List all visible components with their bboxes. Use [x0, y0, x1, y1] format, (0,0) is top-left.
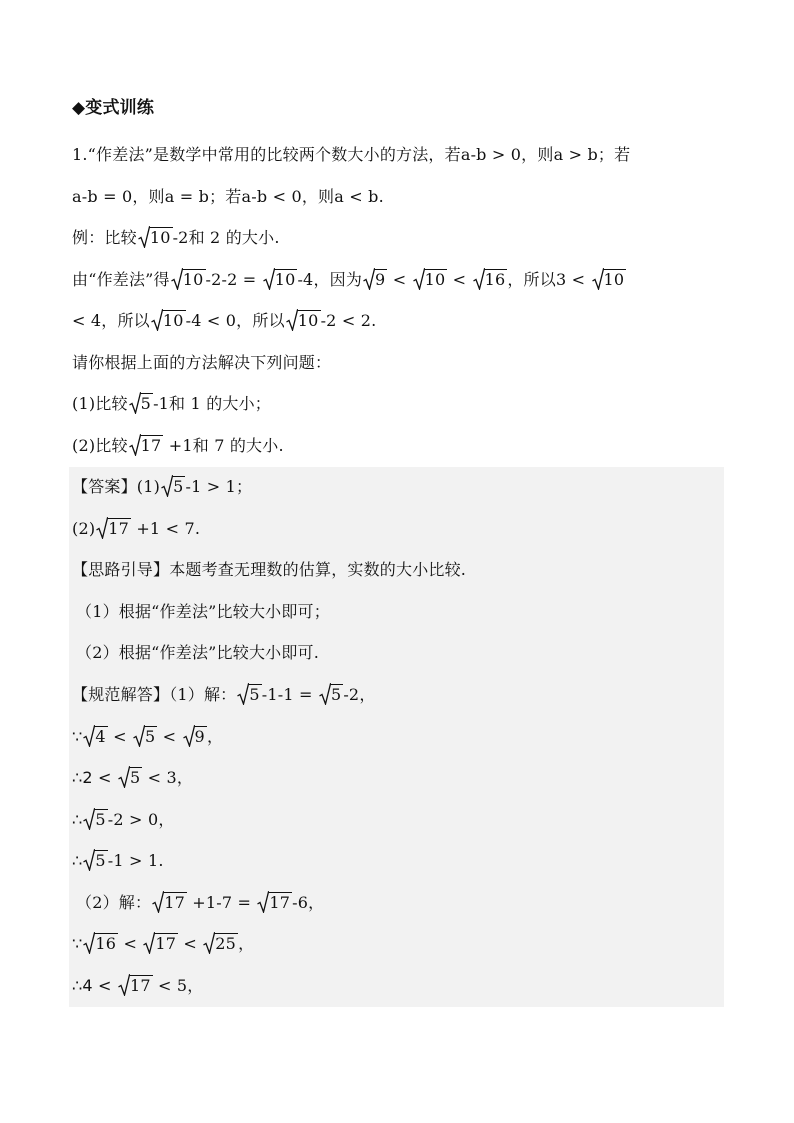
- sqrt-5: [319, 674, 343, 715]
- text-run: ，所以3 <: [507, 270, 591, 289]
- text-run: ，: [206, 727, 224, 746]
- radical-sign-icon: [83, 725, 95, 747]
- text-run: -1和 1 的大小；: [153, 394, 272, 413]
- radical-sign-icon: [83, 932, 95, 954]
- sqrt-9: [183, 716, 207, 757]
- radical-sign-icon: [363, 268, 375, 290]
- text-run: ∵: [72, 727, 83, 746]
- text-run: -2 > 0，: [107, 810, 175, 829]
- radicand: 10: [274, 270, 296, 289]
- text-run: -1 > 1.: [107, 851, 164, 870]
- radicand: 5: [95, 810, 106, 829]
- text-run: ∴: [72, 810, 83, 829]
- radicand: 10: [182, 270, 204, 289]
- problem-line-4: [72, 259, 724, 300]
- answer-line-3: [72, 549, 724, 590]
- text-run: (2)比较: [72, 436, 128, 455]
- radical-sign-icon: [171, 268, 183, 290]
- answer-line-12: [72, 923, 724, 964]
- radicand: 5: [140, 394, 152, 413]
- problem-line-6: [72, 342, 724, 383]
- sqrt-17: [257, 882, 292, 923]
- radical-sign-icon: [138, 226, 150, 248]
- radicand: 17: [155, 934, 177, 953]
- radicand: 5: [95, 851, 106, 870]
- sqrt-17: [118, 965, 153, 1006]
- radical-sign-icon: [237, 683, 249, 705]
- text-run: < 5，: [152, 976, 204, 995]
- radicand: 16: [484, 270, 506, 289]
- radicand: 9: [375, 270, 386, 289]
- text-run: 【答案】(1): [72, 477, 161, 496]
- radical-sign-icon: [413, 268, 425, 290]
- answer-line-8: [72, 757, 724, 798]
- radicand: 10: [149, 228, 171, 247]
- text-run: +1-7 =: [186, 893, 257, 912]
- radical-sign-icon: [152, 891, 164, 913]
- radicand: 17: [129, 976, 151, 995]
- answer-line-11: [76, 882, 728, 923]
- text-run: <: [118, 934, 143, 953]
- answer-line-7: [72, 716, 724, 757]
- radical-sign-icon: [83, 849, 95, 871]
- text-run: 1.“作差法”是数学中常用的比较两个数大小的方法，若a-b > 0，则a > b；若: [72, 145, 631, 164]
- text-run: ∴2 <: [72, 768, 117, 787]
- radical-sign-icon: [473, 268, 485, 290]
- radical-sign-icon: [118, 766, 130, 788]
- sqrt-10: [286, 300, 321, 341]
- sqrt-5: [161, 466, 185, 507]
- answer-line-1: [72, 466, 724, 507]
- sqrt-4: [83, 716, 107, 757]
- radical-sign-icon: [151, 309, 163, 331]
- radicand: 5: [129, 768, 141, 787]
- text-run: -2 < 2.: [320, 311, 377, 330]
- text-run: -1-1 =: [261, 685, 318, 704]
- radicand: 17: [140, 436, 162, 455]
- text-run: -2和 2 的大小.: [172, 228, 280, 247]
- text-run: ∴4 <: [72, 976, 117, 995]
- text-run: ∴: [72, 851, 83, 870]
- sqrt-9: [363, 259, 387, 300]
- radical-sign-icon: [129, 392, 141, 414]
- radicand: 17: [269, 893, 291, 912]
- sqrt-5: [83, 799, 107, 840]
- answer-line-5: [76, 632, 728, 673]
- text-run: <: [178, 934, 203, 953]
- sqrt-5: [83, 840, 107, 881]
- text-run: a-b = 0，则a = b；若a-b < 0，则a < b.: [72, 187, 384, 206]
- radical-sign-icon: [286, 309, 298, 331]
- radicand: 17: [108, 519, 130, 538]
- text-run: +1和 7 的大小.: [163, 436, 284, 455]
- text-run: +1 < 7.: [131, 519, 201, 538]
- sqrt-16: [473, 259, 508, 300]
- answer-line-4: [76, 591, 728, 632]
- text-run: <: [447, 270, 472, 289]
- problem-line-8: [72, 425, 724, 466]
- radicand: 10: [297, 311, 319, 330]
- text-run: ∵: [72, 934, 83, 953]
- sqrt-10: [171, 259, 206, 300]
- radical-sign-icon: [263, 268, 275, 290]
- text-run: -4，因为: [297, 270, 363, 289]
- answer-line-10: [72, 840, 724, 881]
- sqrt-10: [592, 259, 627, 300]
- text-run: ◆变式训练: [72, 98, 155, 118]
- sqrt-17: [129, 425, 164, 466]
- text-run: (2): [72, 519, 96, 538]
- text-run: 【思路引导】本题考查无理数的估算，实数的大小比较.: [72, 560, 467, 579]
- radical-sign-icon: [203, 932, 215, 954]
- section-title: [72, 88, 724, 129]
- radicand: 4: [95, 727, 106, 746]
- text-run: < 4，所以: [72, 311, 150, 330]
- text-run: -1 > 1；: [185, 477, 253, 496]
- text-run: <: [107, 727, 132, 746]
- radical-sign-icon: [592, 268, 604, 290]
- text-run: -2，: [343, 685, 376, 704]
- radicand: 5: [173, 477, 184, 496]
- radicand: 5: [144, 727, 156, 746]
- answer-line-6: [72, 674, 724, 715]
- sqrt-17: [152, 882, 187, 923]
- sqrt-17: [96, 508, 131, 549]
- text-run: (1)比较: [72, 394, 128, 413]
- problem-line-1: [72, 134, 724, 175]
- problem-line-2: [72, 176, 724, 217]
- problem-line-3: [72, 217, 724, 258]
- text-run: <: [157, 727, 182, 746]
- radicand: 5: [330, 685, 342, 704]
- radical-sign-icon: [161, 475, 173, 497]
- problem-line-5: [72, 300, 724, 341]
- radicand: 9: [194, 727, 205, 746]
- radical-sign-icon: [183, 725, 195, 747]
- sqrt-10: [263, 259, 298, 300]
- text-run: -4 < 0，所以: [185, 311, 285, 330]
- radicand: 10: [603, 270, 625, 289]
- sqrt-10: [151, 300, 186, 341]
- sqrt-17: [143, 923, 178, 964]
- text-run: 【规范解答】（1）解：: [72, 685, 237, 704]
- radical-sign-icon: [143, 932, 155, 954]
- text-run: -2-2 =: [205, 270, 262, 289]
- sqrt-5: [118, 757, 142, 798]
- text-run: <: [387, 270, 412, 289]
- text-run: -6，: [292, 893, 325, 912]
- radical-sign-icon: [257, 891, 269, 913]
- sqrt-25: [203, 923, 238, 964]
- radical-sign-icon: [118, 974, 130, 996]
- radicand: 5: [249, 685, 260, 704]
- sqrt-5: [237, 674, 261, 715]
- radical-sign-icon: [96, 517, 108, 539]
- text-run: （1）根据“作差法”比较大小即可；: [76, 602, 330, 621]
- radicand: 10: [424, 270, 446, 289]
- radical-sign-icon: [83, 808, 95, 830]
- problem-line-7: [72, 383, 724, 424]
- radical-sign-icon: [129, 434, 141, 456]
- sqrt-16: [83, 923, 118, 964]
- answer-line-13: [72, 965, 724, 1006]
- sqrt-10: [138, 217, 173, 258]
- text-run: ，: [238, 934, 255, 953]
- answer-line-2: [72, 508, 724, 549]
- radicand: 16: [95, 934, 117, 953]
- answer-line-9: [72, 799, 724, 840]
- sqrt-5: [129, 383, 153, 424]
- text-run: 由“作差法”得: [72, 270, 170, 289]
- radicand: 17: [164, 893, 185, 912]
- text-run: （2）根据“作差法”比较大小即可.: [76, 643, 320, 662]
- text-run: 请你根据上面的方法解决下列问题：: [72, 353, 332, 372]
- radicand: 25: [215, 934, 237, 953]
- text-run: < 3，: [142, 768, 194, 787]
- radical-sign-icon: [133, 725, 145, 747]
- text-run: 例：比较: [72, 228, 137, 247]
- radicand: 10: [162, 311, 184, 330]
- text-run: （2）解：: [76, 893, 152, 912]
- radical-sign-icon: [319, 683, 331, 705]
- sqrt-5: [133, 716, 157, 757]
- sqrt-10: [413, 259, 448, 300]
